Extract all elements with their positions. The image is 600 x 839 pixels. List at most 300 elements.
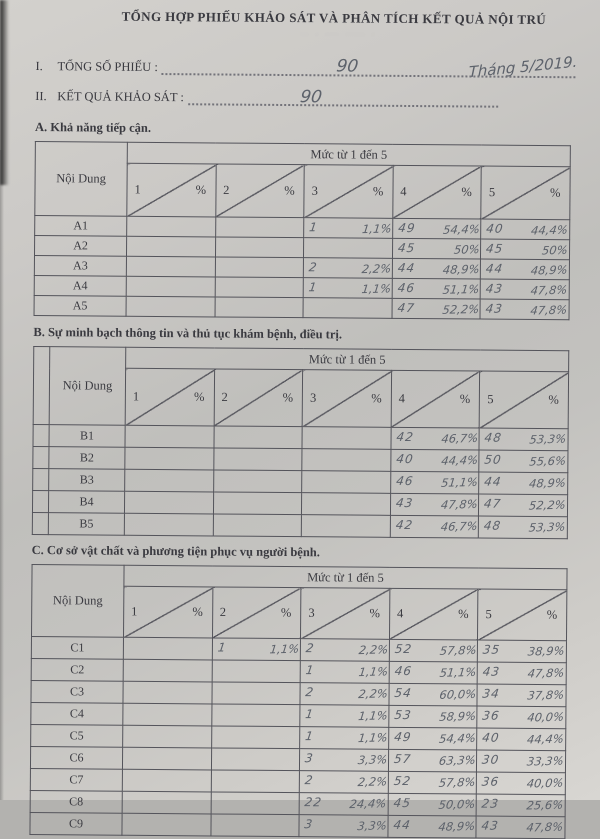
percent-handwritten: 44,4%	[530, 222, 570, 238]
percent-handwritten: 50%	[541, 242, 569, 258]
field2-handwritten-value: 90	[298, 87, 323, 108]
value-cell	[303, 278, 392, 299]
value-cell	[126, 296, 215, 317]
count-handwritten: 44	[392, 817, 412, 833]
noi-dung-header: Nội Dung	[49, 347, 126, 426]
row-label: A4	[34, 276, 126, 297]
value-cell	[478, 662, 567, 685]
field2-label: KẾT QUẢ KHẢO SÁT :	[57, 89, 184, 105]
percent-handwritten: 24,4%	[349, 796, 388, 812]
percent-handwritten: 50%	[453, 242, 481, 257]
value-cell	[479, 472, 568, 495]
value-cell	[212, 638, 301, 661]
percent-symbol: %	[280, 605, 292, 620]
percent-handwritten: 40,0%	[526, 709, 566, 725]
count-handwritten: 23	[481, 796, 501, 811]
count-handwritten: 36	[481, 774, 501, 789]
row-label: A3	[34, 256, 126, 277]
value-cell	[388, 727, 477, 750]
value-cell	[301, 515, 390, 538]
value-cell	[478, 640, 567, 663]
count-handwritten: 1	[308, 220, 319, 235]
value-cell	[391, 449, 480, 472]
count-handwritten: 45	[396, 240, 417, 256]
percent-handwritten: 48,9%	[437, 818, 476, 834]
level-header-cell	[214, 369, 303, 427]
percent-handwritten: 51,1%	[441, 281, 480, 297]
value-cell	[126, 256, 215, 277]
count-handwritten: 44	[396, 260, 416, 276]
value-cell	[123, 637, 212, 660]
count-handwritten: 52	[392, 773, 412, 789]
level-number: 4	[398, 391, 405, 406]
count-handwritten: 2	[304, 685, 316, 700]
value-cell	[304, 258, 393, 279]
count-handwritten: 47	[483, 496, 503, 511]
value-cell	[476, 794, 565, 817]
value-cell	[123, 703, 212, 726]
percent-symbol: %	[458, 606, 469, 621]
percent-handwritten: 48,9%	[530, 262, 569, 278]
percent-handwritten: 38,9%	[527, 643, 566, 659]
value-cell	[299, 815, 388, 838]
section-b	[32, 325, 574, 539]
value-cell	[481, 219, 570, 240]
level-number: 4	[396, 606, 404, 621]
count-handwritten: 1	[305, 663, 316, 678]
row-label: B1	[49, 425, 125, 448]
field1-handwritten-value: 90	[335, 56, 360, 77]
value-cell	[302, 427, 391, 450]
count-handwritten: 46	[393, 663, 413, 679]
value-cell	[476, 816, 565, 839]
percent-handwritten: 54,4%	[438, 730, 477, 746]
value-cell	[211, 814, 300, 837]
value-cell	[304, 218, 393, 239]
percent-handwritten: 53,3%	[529, 431, 568, 447]
percent-symbol: %	[284, 183, 295, 198]
count-handwritten: 45	[485, 241, 505, 256]
row-label: C6	[30, 747, 122, 770]
percent-handwritten: 44,4%	[526, 731, 566, 747]
value-cell	[213, 514, 302, 537]
count-handwritten: 2	[304, 773, 315, 788]
row-label: B4	[48, 491, 124, 514]
level-header-cell	[127, 163, 216, 217]
muc-header: Mức từ 1 đến 5	[124, 565, 567, 589]
row-label: B2	[49, 447, 125, 470]
count-handwritten: 57	[392, 751, 413, 767]
percent-handwritten: 2,2%	[357, 642, 389, 658]
percent-symbol: %	[371, 391, 382, 406]
value-cell	[388, 749, 477, 772]
value-cell	[479, 516, 568, 539]
percent-handwritten: 57,8%	[437, 774, 477, 790]
percent-handwritten: 1,1%	[360, 221, 392, 237]
count-handwritten: 43	[485, 301, 505, 316]
level-header-cell	[480, 371, 569, 429]
value-cell	[477, 750, 566, 773]
handwritten-date: Tháng 5/2019.	[468, 52, 578, 82]
value-cell	[125, 469, 214, 492]
value-cell	[215, 237, 304, 258]
row-label: A5	[34, 296, 126, 317]
level-header-cell	[478, 589, 567, 641]
count-handwritten: 1	[216, 640, 228, 655]
count-handwritten: 53	[393, 707, 413, 723]
percent-handwritten: 52,2%	[528, 497, 567, 513]
value-cell	[123, 725, 212, 748]
level-number: 5	[487, 392, 494, 407]
count-handwritten: 45	[392, 795, 412, 811]
percent-handwritten: 40,0%	[526, 775, 565, 791]
value-cell	[124, 491, 213, 514]
value-cell	[477, 772, 566, 795]
count-handwritten: 1	[308, 280, 319, 295]
percent-symbol: %	[369, 606, 381, 621]
percent-handwritten: 47,8%	[530, 302, 569, 318]
percent-handwritten: 47,8%	[440, 496, 479, 512]
value-cell	[122, 813, 211, 836]
value-cell	[299, 793, 388, 816]
section-b-heading: B. Sự minh bạch thông tin và thủ tục khám bệnh, điều trị.	[33, 325, 343, 342]
percent-symbol: %	[461, 184, 472, 199]
summary-fields	[35, 44, 578, 108]
count-handwritten: 35	[482, 642, 502, 657]
count-handwritten: 52	[393, 641, 413, 657]
section-c	[29, 543, 571, 839]
table-header-row	[35, 142, 570, 167]
value-cell	[479, 494, 568, 517]
count-handwritten: 43	[482, 664, 502, 679]
count-handwritten: 3	[304, 751, 315, 766]
value-cell	[302, 493, 391, 516]
row-label: C1	[31, 637, 123, 660]
value-cell	[213, 492, 302, 515]
value-cell	[122, 791, 211, 814]
value-cell	[388, 815, 477, 838]
value-cell	[392, 298, 481, 319]
narrow-header-cell	[33, 347, 50, 425]
count-handwritten: 49	[397, 220, 417, 236]
level-number: 3	[311, 183, 319, 198]
count-handwritten: 48	[484, 430, 504, 445]
value-cell	[388, 771, 477, 794]
percent-handwritten: 1,1%	[357, 664, 389, 680]
percent-symbol: %	[192, 604, 203, 619]
value-cell	[481, 259, 570, 280]
count-handwritten: 43	[485, 281, 505, 296]
row-label: C2	[31, 659, 123, 682]
value-cell	[123, 681, 212, 704]
value-cell	[479, 450, 568, 473]
value-cell	[481, 279, 570, 300]
percent-handwritten: 47,8%	[527, 665, 566, 681]
percent-handwritten: 46,7%	[439, 518, 479, 534]
value-cell	[215, 297, 304, 318]
value-cell	[389, 683, 478, 706]
percent-handwritten: 33,3%	[526, 753, 565, 769]
value-cell	[392, 278, 481, 299]
value-cell	[213, 448, 302, 471]
field-survey-result	[35, 74, 575, 108]
value-cell	[300, 683, 389, 706]
percent-symbol: %	[550, 185, 561, 200]
level-number: 2	[221, 390, 228, 405]
row-label: C5	[31, 725, 123, 748]
narrow-cell	[33, 425, 49, 447]
count-handwritten: 46	[395, 473, 415, 489]
count-handwritten: 2	[308, 260, 319, 275]
count-handwritten: 30	[481, 752, 501, 767]
value-cell	[301, 639, 390, 662]
value-cell	[392, 238, 481, 259]
percent-handwritten: 46,7%	[440, 430, 479, 446]
muc-header: Mức từ 1 đến 5	[127, 142, 570, 166]
value-cell	[126, 276, 215, 297]
level-number: 3	[308, 605, 315, 620]
row-label: C9	[30, 813, 122, 836]
percent-handwritten: 48,9%	[441, 261, 481, 277]
value-cell	[125, 425, 214, 448]
row-label: B5	[48, 513, 124, 536]
noi-dung-header: Nội Dung	[35, 142, 128, 217]
value-cell	[389, 705, 478, 728]
percent-symbol: %	[282, 390, 294, 405]
percent-handwritten: 3,3%	[356, 752, 388, 768]
field2-dotted-line	[188, 88, 498, 107]
level-header-cell	[212, 587, 301, 639]
section-a-heading: A. Khả năng tiếp cận.	[34, 120, 152, 135]
percent-symbol: %	[546, 607, 558, 622]
row-label: B3	[49, 469, 125, 492]
field-total-forms	[35, 44, 578, 82]
percent-handwritten: 54,4%	[442, 221, 481, 237]
count-handwritten: 34	[482, 686, 502, 701]
value-cell	[300, 661, 389, 684]
level-header-cell	[391, 370, 480, 428]
section-c-table	[29, 564, 567, 839]
percent-handwritten: 51,1%	[438, 664, 477, 680]
narrow-cell	[33, 447, 49, 469]
value-cell	[479, 428, 568, 451]
level-header-cell	[301, 588, 390, 640]
row-label: C4	[31, 703, 123, 726]
count-handwritten: 42	[394, 517, 414, 533]
percent-handwritten: 63,3%	[437, 752, 477, 768]
table-header-row	[32, 565, 567, 590]
row-label: A1	[35, 216, 127, 237]
level-header-cell	[215, 164, 304, 218]
percent-handwritten: 1,1%	[269, 641, 300, 657]
percent-handwritten: 1,1%	[360, 281, 392, 297]
row-label: C8	[30, 791, 122, 814]
value-cell	[211, 770, 300, 793]
level-number: 1	[131, 604, 138, 619]
narrow-cell	[33, 469, 49, 491]
value-cell	[211, 748, 300, 771]
level-header-cell	[125, 368, 214, 426]
level-header-cell	[389, 588, 478, 640]
section-a-table	[34, 141, 571, 320]
count-handwritten: 40	[485, 221, 505, 236]
value-cell	[481, 239, 570, 260]
field1-index: I.	[35, 59, 43, 74]
percent-handwritten: 58,9%	[438, 708, 477, 724]
count-handwritten: 54	[393, 685, 413, 701]
percent-symbol: %	[195, 182, 207, 197]
section-c-body	[30, 637, 567, 839]
value-cell	[215, 277, 304, 298]
percent-handwritten: 1,1%	[357, 708, 389, 724]
value-cell	[480, 299, 569, 320]
table-row	[30, 813, 565, 839]
percent-handwritten: 3,3%	[356, 818, 388, 834]
value-cell	[124, 513, 213, 536]
percent-handwritten: 55,6%	[528, 453, 568, 469]
percent-handwritten: 44,4%	[440, 452, 479, 468]
section-a-body	[34, 216, 570, 320]
count-handwritten: 43	[394, 495, 415, 511]
field2-index: II.	[35, 89, 47, 104]
table-header-row	[34, 347, 569, 372]
value-cell	[299, 771, 388, 794]
percent-symbol: %	[372, 184, 384, 199]
count-handwritten: 44	[485, 261, 505, 276]
count-handwritten: 40	[395, 451, 415, 467]
count-handwritten: 40	[481, 730, 501, 745]
percent-handwritten: 25,6%	[526, 797, 565, 813]
narrow-cell	[32, 491, 48, 513]
level-number: 1	[134, 182, 141, 197]
percent-handwritten: 2,2%	[357, 686, 389, 702]
muc-header: Mức từ 1 đến 5	[126, 347, 569, 371]
percent-symbol: %	[194, 389, 205, 404]
value-cell	[211, 704, 300, 727]
level-header-cell	[393, 165, 482, 219]
row-label: C3	[31, 681, 123, 704]
level-number: 4	[400, 184, 407, 199]
value-cell	[389, 639, 478, 662]
row-label: C7	[30, 769, 122, 792]
count-handwritten: 48	[483, 518, 503, 533]
value-cell	[123, 659, 212, 682]
level-header-cell	[302, 370, 391, 428]
percent-handwritten: 53,3%	[528, 519, 567, 535]
value-cell	[303, 298, 392, 319]
level-header-cell	[123, 586, 212, 638]
count-handwritten: 1	[304, 729, 315, 744]
value-cell	[389, 661, 478, 684]
value-cell	[122, 747, 211, 770]
value-cell	[211, 792, 300, 815]
section-b-table	[32, 346, 569, 539]
value-cell	[215, 217, 304, 238]
count-handwritten: 36	[481, 708, 501, 723]
value-cell	[390, 493, 479, 516]
count-handwritten: 49	[393, 729, 413, 745]
value-cell	[388, 793, 477, 816]
value-cell	[127, 216, 216, 237]
value-cell	[125, 447, 214, 470]
value-cell	[122, 769, 211, 792]
level-number: 2	[223, 183, 230, 198]
value-cell	[390, 471, 479, 494]
value-cell	[214, 426, 303, 449]
page-title: TỔNG HỢP PHIẾU KHẢO SÁT VÀ PHÂN TÍCH KẾT QUẢ NỘI TRÚ	[121, 8, 547, 28]
percent-handwritten: 2,2%	[356, 774, 388, 790]
section-c-heading: C. Cơ sở vật chất và phương tiện phục vụ người bệnh.	[31, 543, 320, 560]
narrow-cell	[32, 513, 48, 535]
value-cell	[300, 705, 389, 728]
percent-handwritten: 47,8%	[526, 819, 565, 835]
section-b-body	[32, 425, 568, 539]
row-label: A2	[34, 236, 126, 257]
count-handwritten: 42	[395, 429, 415, 445]
value-cell	[391, 427, 480, 450]
percent-handwritten: 60,0%	[438, 686, 477, 702]
level-number: 5	[485, 607, 492, 622]
percent-handwritten: 48,9%	[528, 475, 568, 491]
percent-handwritten: 57,8%	[438, 642, 478, 658]
table-row	[32, 513, 567, 539]
count-handwritten: 43	[480, 818, 501, 833]
noi-dung-header: Nội Dung	[32, 565, 125, 638]
percent-handwritten: 47,8%	[530, 282, 569, 298]
count-handwritten: 46	[396, 280, 416, 296]
count-handwritten: 22	[303, 795, 324, 810]
value-cell	[212, 682, 301, 705]
level-number: 3	[310, 390, 317, 405]
field1-label: TỔNG SỐ PHIẾU :	[57, 59, 158, 75]
value-cell	[212, 660, 301, 683]
count-handwritten: 50	[483, 452, 503, 467]
level-header-cell	[481, 166, 570, 220]
percent-handwritten: 1,1%	[356, 730, 388, 746]
value-cell	[390, 515, 479, 538]
percent-symbol: %	[459, 391, 471, 406]
value-cell	[300, 727, 389, 750]
count-handwritten: 44	[483, 474, 503, 489]
level-number: 5	[488, 185, 496, 200]
count-handwritten: 2	[305, 641, 316, 656]
value-cell	[392, 218, 481, 239]
value-cell	[126, 236, 215, 257]
table-row	[34, 296, 569, 320]
section-a	[34, 120, 576, 320]
value-cell	[302, 449, 391, 472]
value-cell	[304, 238, 393, 259]
value-cell	[477, 706, 566, 729]
value-cell	[302, 471, 391, 494]
level-number: 2	[219, 605, 227, 620]
percent-handwritten: 2,2%	[360, 261, 392, 277]
count-handwritten: 47	[396, 300, 416, 316]
level-header-cell	[304, 165, 393, 219]
value-cell	[392, 258, 481, 279]
count-handwritten: 1	[304, 707, 316, 722]
percent-symbol: %	[548, 392, 559, 407]
count-handwritten: 3	[303, 817, 315, 832]
value-cell	[300, 749, 389, 772]
percent-handwritten: 37,8%	[527, 687, 566, 703]
percent-handwritten: 50,0%	[437, 796, 476, 812]
level-number: 1	[132, 389, 140, 404]
percent-handwritten: 51,1%	[440, 474, 479, 490]
value-cell	[213, 470, 302, 493]
value-cell	[477, 684, 566, 707]
percent-handwritten: 52,2%	[441, 301, 480, 317]
